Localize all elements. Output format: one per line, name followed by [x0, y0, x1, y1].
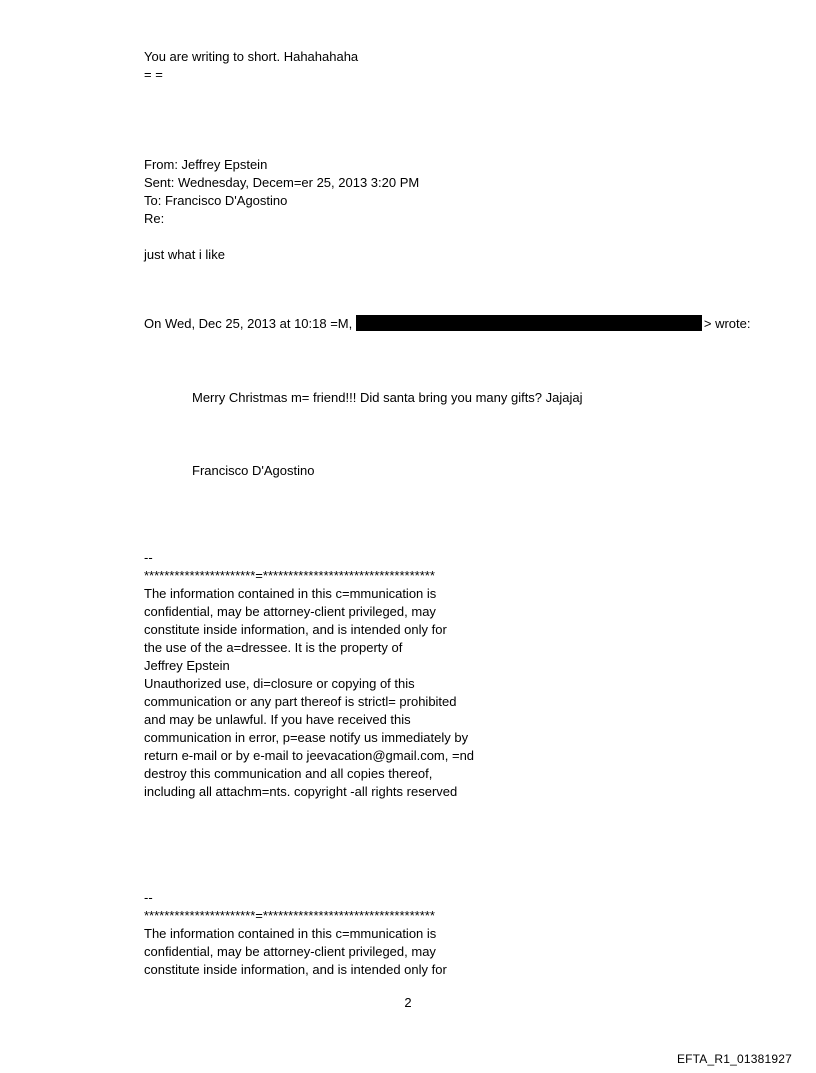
disclaimer-line: confidential, may be attorney-client privileged, may: [144, 944, 436, 959]
quote-header-suffix: > wrote:: [703, 316, 751, 331]
disclaimer-stars: **********************=**********************************: [144, 568, 435, 583]
disclaimer-line: and may be unlawful. If you have received this: [144, 712, 411, 727]
disclaimer-dashes: --: [144, 890, 153, 905]
header-from: From: Jeffrey Epstein: [144, 157, 268, 172]
top-message-line: = =: [144, 67, 163, 82]
quote-header-prefix: On Wed, Dec 25, 2013 at 10:18 =M,: [144, 316, 353, 331]
quote-header: [144, 315, 750, 333]
email-header: [144, 156, 419, 228]
redaction-bar: [356, 315, 702, 331]
disclaimer-line: return e-mail or by e-mail to jeevacation@gmail.com, =nd: [144, 748, 475, 763]
disclaimer-line: including all attachm=nts. copyright -all rights reserved: [144, 784, 458, 799]
disclaimer-2: [144, 889, 447, 979]
top-message: [144, 48, 358, 84]
reply-text: just what i like: [144, 247, 225, 262]
disclaimer-1: [144, 549, 474, 801]
disclaimer-line: destroy this communication and all copies thereof,: [144, 766, 433, 781]
page-number: 2: [404, 995, 412, 1010]
disclaimer-line: communication or any part thereof is strictl= prohibited: [144, 694, 457, 709]
quoted-message: [192, 389, 583, 407]
header-re: Re:: [144, 211, 165, 226]
disclaimer-line: the use of the a=dressee. It is the property of: [144, 640, 403, 655]
quoted-signature: [192, 462, 314, 480]
disclaimer-line: Unauthorized use, di=closure or copying of this: [144, 676, 415, 691]
header-sent: Sent: Wednesday, Decem=er 25, 2013 3:20 PM: [144, 175, 420, 190]
top-message-line: You are writing to short. Hahahahaha: [144, 49, 359, 64]
quoted-message-text: Merry Christmas m= friend!!! Did santa bring you many gifts? Jajajaj: [192, 390, 583, 405]
quoted-signature-text: Francisco D'Agostino: [192, 463, 315, 478]
disclaimer-line: constitute inside information, and is intended only for: [144, 962, 447, 977]
disclaimer-line: The information contained in this c=mmunication is: [144, 926, 437, 941]
bates-number: EFTA_R1_01381927: [676, 1052, 792, 1066]
header-to: To: Francisco D'Agostino: [144, 193, 288, 208]
reply-body: [144, 246, 225, 264]
disclaimer-stars: **********************=**********************************: [144, 908, 435, 923]
disclaimer-line: communication in error, p=ease notify us immediately by: [144, 730, 469, 745]
disclaimer-dashes: --: [144, 550, 153, 565]
disclaimer-line: Jeffrey Epstein: [144, 658, 230, 673]
disclaimer-line: confidential, may be attorney-client privileged, may: [144, 604, 436, 619]
disclaimer-line: constitute inside information, and is intended only for: [144, 622, 447, 637]
disclaimer-line: The information contained in this c=mmunication is: [144, 586, 437, 601]
